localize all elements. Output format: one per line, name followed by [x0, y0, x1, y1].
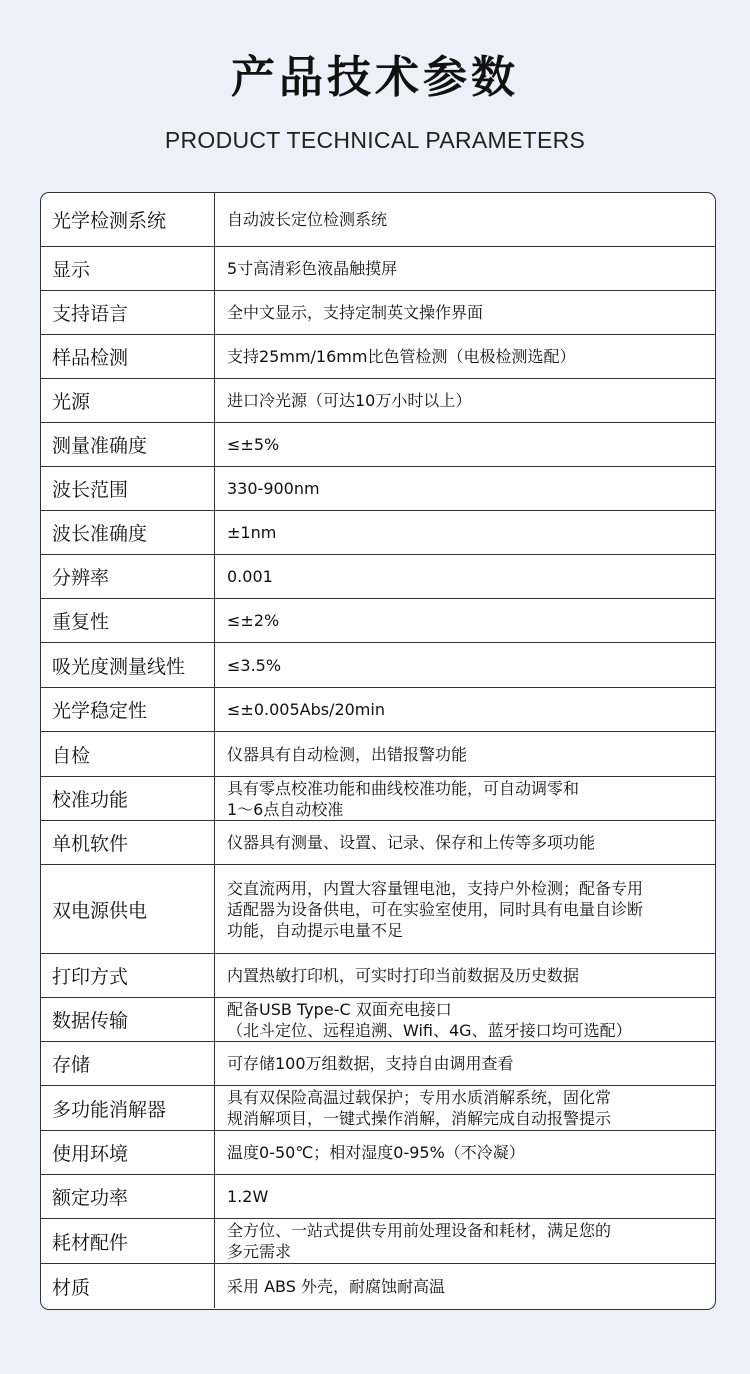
table-row: [41, 1042, 715, 1086]
param-value-cell: [215, 1219, 715, 1263]
param-value: 温度0-50℃；相对湿度0-95%（不冷凝）: [227, 1143, 525, 1162]
param-label: 存储: [41, 1042, 215, 1085]
table-row: [41, 1264, 715, 1308]
param-value: 0.001: [227, 567, 273, 586]
param-value-cell: [215, 1264, 715, 1308]
table-row: [41, 193, 715, 247]
table-row: [41, 599, 715, 643]
param-value: 配备USB Type-C 双面充电接口 （北斗定位、远程追溯、Wifi、4G、蓝牙接口均可选配）: [227, 999, 632, 1040]
param-value: 全中文显示，支持定制英文操作界面: [227, 303, 484, 322]
param-value: ≤±5%: [227, 435, 280, 454]
param-value: 自动波长定位检测系统: [227, 210, 388, 229]
param-label: 校准功能: [41, 777, 215, 820]
param-label: 光学稳定性: [41, 688, 215, 731]
table-row: [41, 821, 715, 865]
table-row: [41, 555, 715, 599]
param-value-cell: [215, 423, 715, 466]
param-label: 波长范围: [41, 467, 215, 510]
param-value-cell: [215, 777, 715, 820]
param-value: ≤±2%: [227, 611, 280, 630]
param-value: ≤3.5%: [227, 655, 282, 675]
table-row: [41, 379, 715, 423]
param-label: 打印方式: [41, 954, 215, 997]
param-value-cell: [215, 1086, 715, 1130]
param-value-cell: [215, 247, 715, 290]
param-label: 样品检测: [41, 335, 215, 378]
parameters-table: [40, 192, 716, 1310]
table-row: [41, 1131, 715, 1175]
param-label: 波长准确度: [41, 511, 215, 554]
param-value: 可存储100万组数据，支持自由调用查看: [227, 1054, 514, 1073]
param-value: 内置热敏打印机，可实时打印当前数据及历史数据: [227, 966, 580, 985]
table-row: [41, 732, 715, 777]
param-label: 耗材配件: [41, 1219, 215, 1263]
param-label: 多功能消解器: [41, 1086, 215, 1130]
param-value-cell: [215, 467, 715, 510]
param-label: 自检: [41, 732, 215, 776]
page-subtitle: PRODUCT TECHNICAL PARAMETERS: [164, 127, 586, 153]
table-row: [41, 777, 715, 821]
param-label: 显示: [41, 247, 215, 290]
param-label: 额定功率: [41, 1175, 215, 1218]
param-value-cell: [215, 599, 715, 642]
param-value-cell: [215, 1175, 715, 1218]
param-value: 仪器具有自动检测，出错报警功能: [227, 744, 468, 764]
param-label: 光学检测系统: [41, 193, 215, 246]
param-label: 分辨率: [41, 555, 215, 598]
param-label: 双电源供电: [41, 865, 215, 953]
table-row: [41, 467, 715, 511]
param-value: 5寸高清彩色液晶触摸屏: [227, 259, 398, 278]
param-value-cell: [215, 379, 715, 422]
param-value-cell: [215, 688, 715, 731]
param-value: 330-900nm: [227, 479, 320, 498]
table-row: [41, 247, 715, 291]
param-label: 吸光度测量线性: [41, 643, 215, 687]
param-value-cell: [215, 821, 715, 864]
param-label: 数据传输: [41, 998, 215, 1041]
param-label: 重复性: [41, 599, 215, 642]
table-row: [41, 688, 715, 732]
param-value-cell: [215, 335, 715, 378]
param-value-cell: [215, 1131, 715, 1174]
param-label: 单机软件: [41, 821, 215, 864]
table-row: [41, 1086, 715, 1131]
table-row: [41, 643, 715, 688]
param-value: 采用 ABS 外壳，耐腐蚀耐高温: [227, 1276, 445, 1296]
param-value: 交直流两用，内置大容量锂电池，支持户外检测；配备专用 适配器为设备供电，可在实验室使用，同时具有电量自诊断 功能，自动提示电量不足: [227, 878, 644, 940]
param-value: 仪器具有测量、设置、记录、保存和上传等多项功能: [227, 833, 596, 852]
table-row: [41, 865, 715, 954]
param-value-cell: [215, 1042, 715, 1085]
param-value: 具有双保险高温过载保护；专用水质消解系统，固化常 规消解项目，一键式操作消解，消解完成自动报警提示: [227, 1088, 612, 1128]
param-value: 1.2W: [227, 1187, 269, 1206]
param-label: 支持语言: [41, 291, 215, 334]
param-value-cell: [215, 511, 715, 554]
param-value-cell: [215, 865, 715, 953]
param-value-cell: [215, 732, 715, 776]
param-label: 使用环境: [41, 1131, 215, 1174]
param-value: ≤±0.005Abs/20min: [227, 700, 385, 719]
param-label: 测量准确度: [41, 423, 215, 466]
param-value: 支持25mm/16mm比色管检测（电极检测选配）: [227, 347, 576, 366]
param-value-cell: [215, 291, 715, 334]
param-value: 具有零点校准功能和曲线校准功能，可自动调零和 1～6点自动校准: [227, 778, 580, 819]
table-row: [41, 998, 715, 1042]
param-value-cell: [215, 193, 715, 246]
param-label: 光源: [41, 379, 215, 422]
page-title: 产品技术参数: [231, 52, 519, 103]
param-value-cell: [215, 643, 715, 687]
table-row: [41, 423, 715, 467]
table-row: [41, 335, 715, 379]
param-label: 材质: [41, 1264, 215, 1308]
table-row: [41, 1219, 715, 1264]
param-value-cell: [215, 954, 715, 997]
param-value-cell: [215, 998, 715, 1041]
table-row: [41, 291, 715, 335]
table-row: [41, 1175, 715, 1219]
table-row: [41, 954, 715, 998]
param-value: ±1nm: [227, 523, 277, 542]
param-value: 进口冷光源（可达10万小时以上）: [227, 391, 472, 410]
table-row: [41, 511, 715, 555]
param-value-cell: [215, 555, 715, 598]
param-value: 全方位、一站式提供专用前处理设备和耗材，满足您的 多元需求: [227, 1221, 612, 1261]
